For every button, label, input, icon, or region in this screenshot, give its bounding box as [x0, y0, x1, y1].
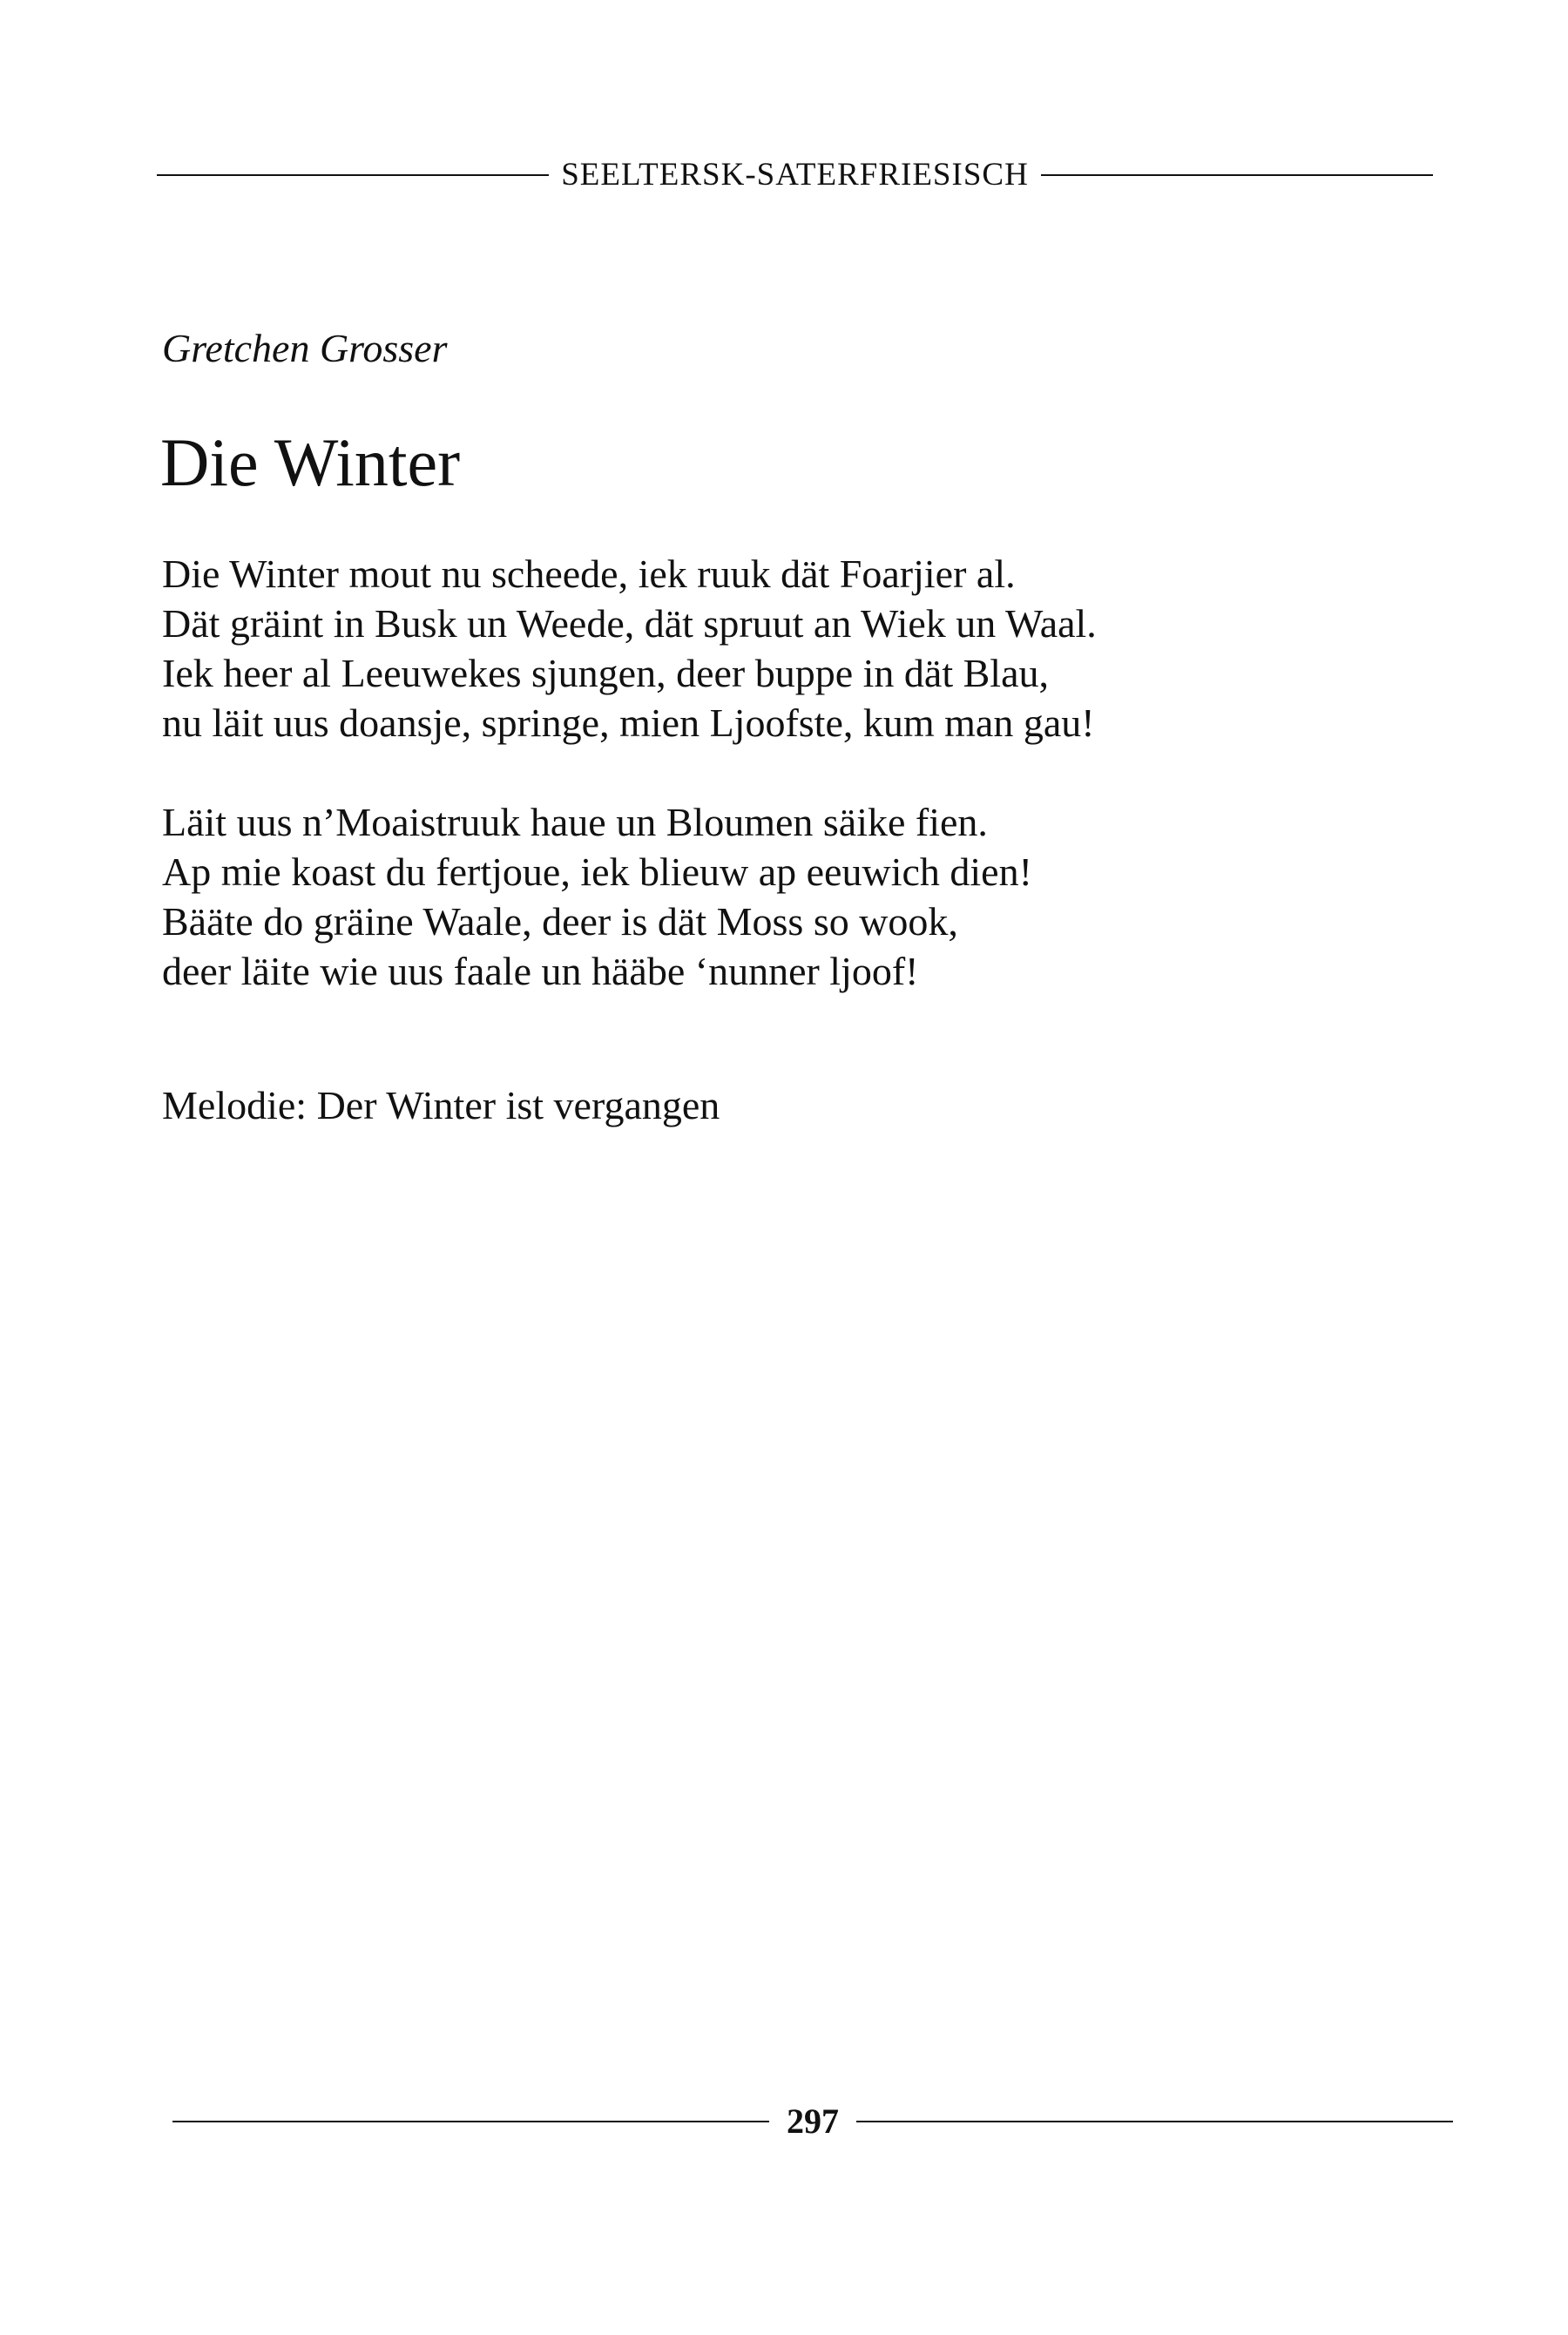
- running-header: [157, 159, 1433, 191]
- footer-rule-left: [172, 2121, 769, 2122]
- page-number: 297: [787, 2102, 839, 2141]
- poem-line: Läit uus n’Moaistruuk haue un Bloumen säike fien.: [162, 800, 988, 844]
- poem-line: deer läite wie uus faale un hääbe ‘nunner ljoof!: [162, 949, 919, 993]
- poem-line: nu läit uus doansje, springe, mien Ljoofste, kum man gau!: [162, 700, 1095, 745]
- melody-note: Melodie: Der Winter ist vergangen: [162, 1083, 720, 1127]
- running-title: SEELTERSK-SATERFRIESISCH: [561, 157, 1029, 193]
- poem-line: Die Winter mout nu scheede, iek ruuk dät Foarjier al.: [162, 552, 1016, 596]
- footer-rule-right: [856, 2121, 1453, 2122]
- header-rule-left: [157, 174, 549, 176]
- poem-line: Ap mie koast du fertjoue, iek blieuw ap eeuwich dien!: [162, 849, 1032, 894]
- poem-author: Gretchen Grosser: [162, 326, 448, 370]
- page-footer: [172, 2104, 1453, 2139]
- poem-stanza-1: [162, 549, 1097, 748]
- poem-stanza-2: [162, 797, 1032, 996]
- poem-title: Die Winter: [160, 424, 461, 500]
- header-rule-right: [1041, 174, 1433, 176]
- poem-line: Dät gräint in Busk un Weede, dät spruut an Wiek un Waal.: [162, 601, 1097, 646]
- poem-line: Bääte do gräine Waale, deer is dät Moss so wook,: [162, 899, 958, 944]
- poem-line: Iek heer al Leeuwekes sjungen, deer buppe in dät Blau,: [162, 651, 1049, 695]
